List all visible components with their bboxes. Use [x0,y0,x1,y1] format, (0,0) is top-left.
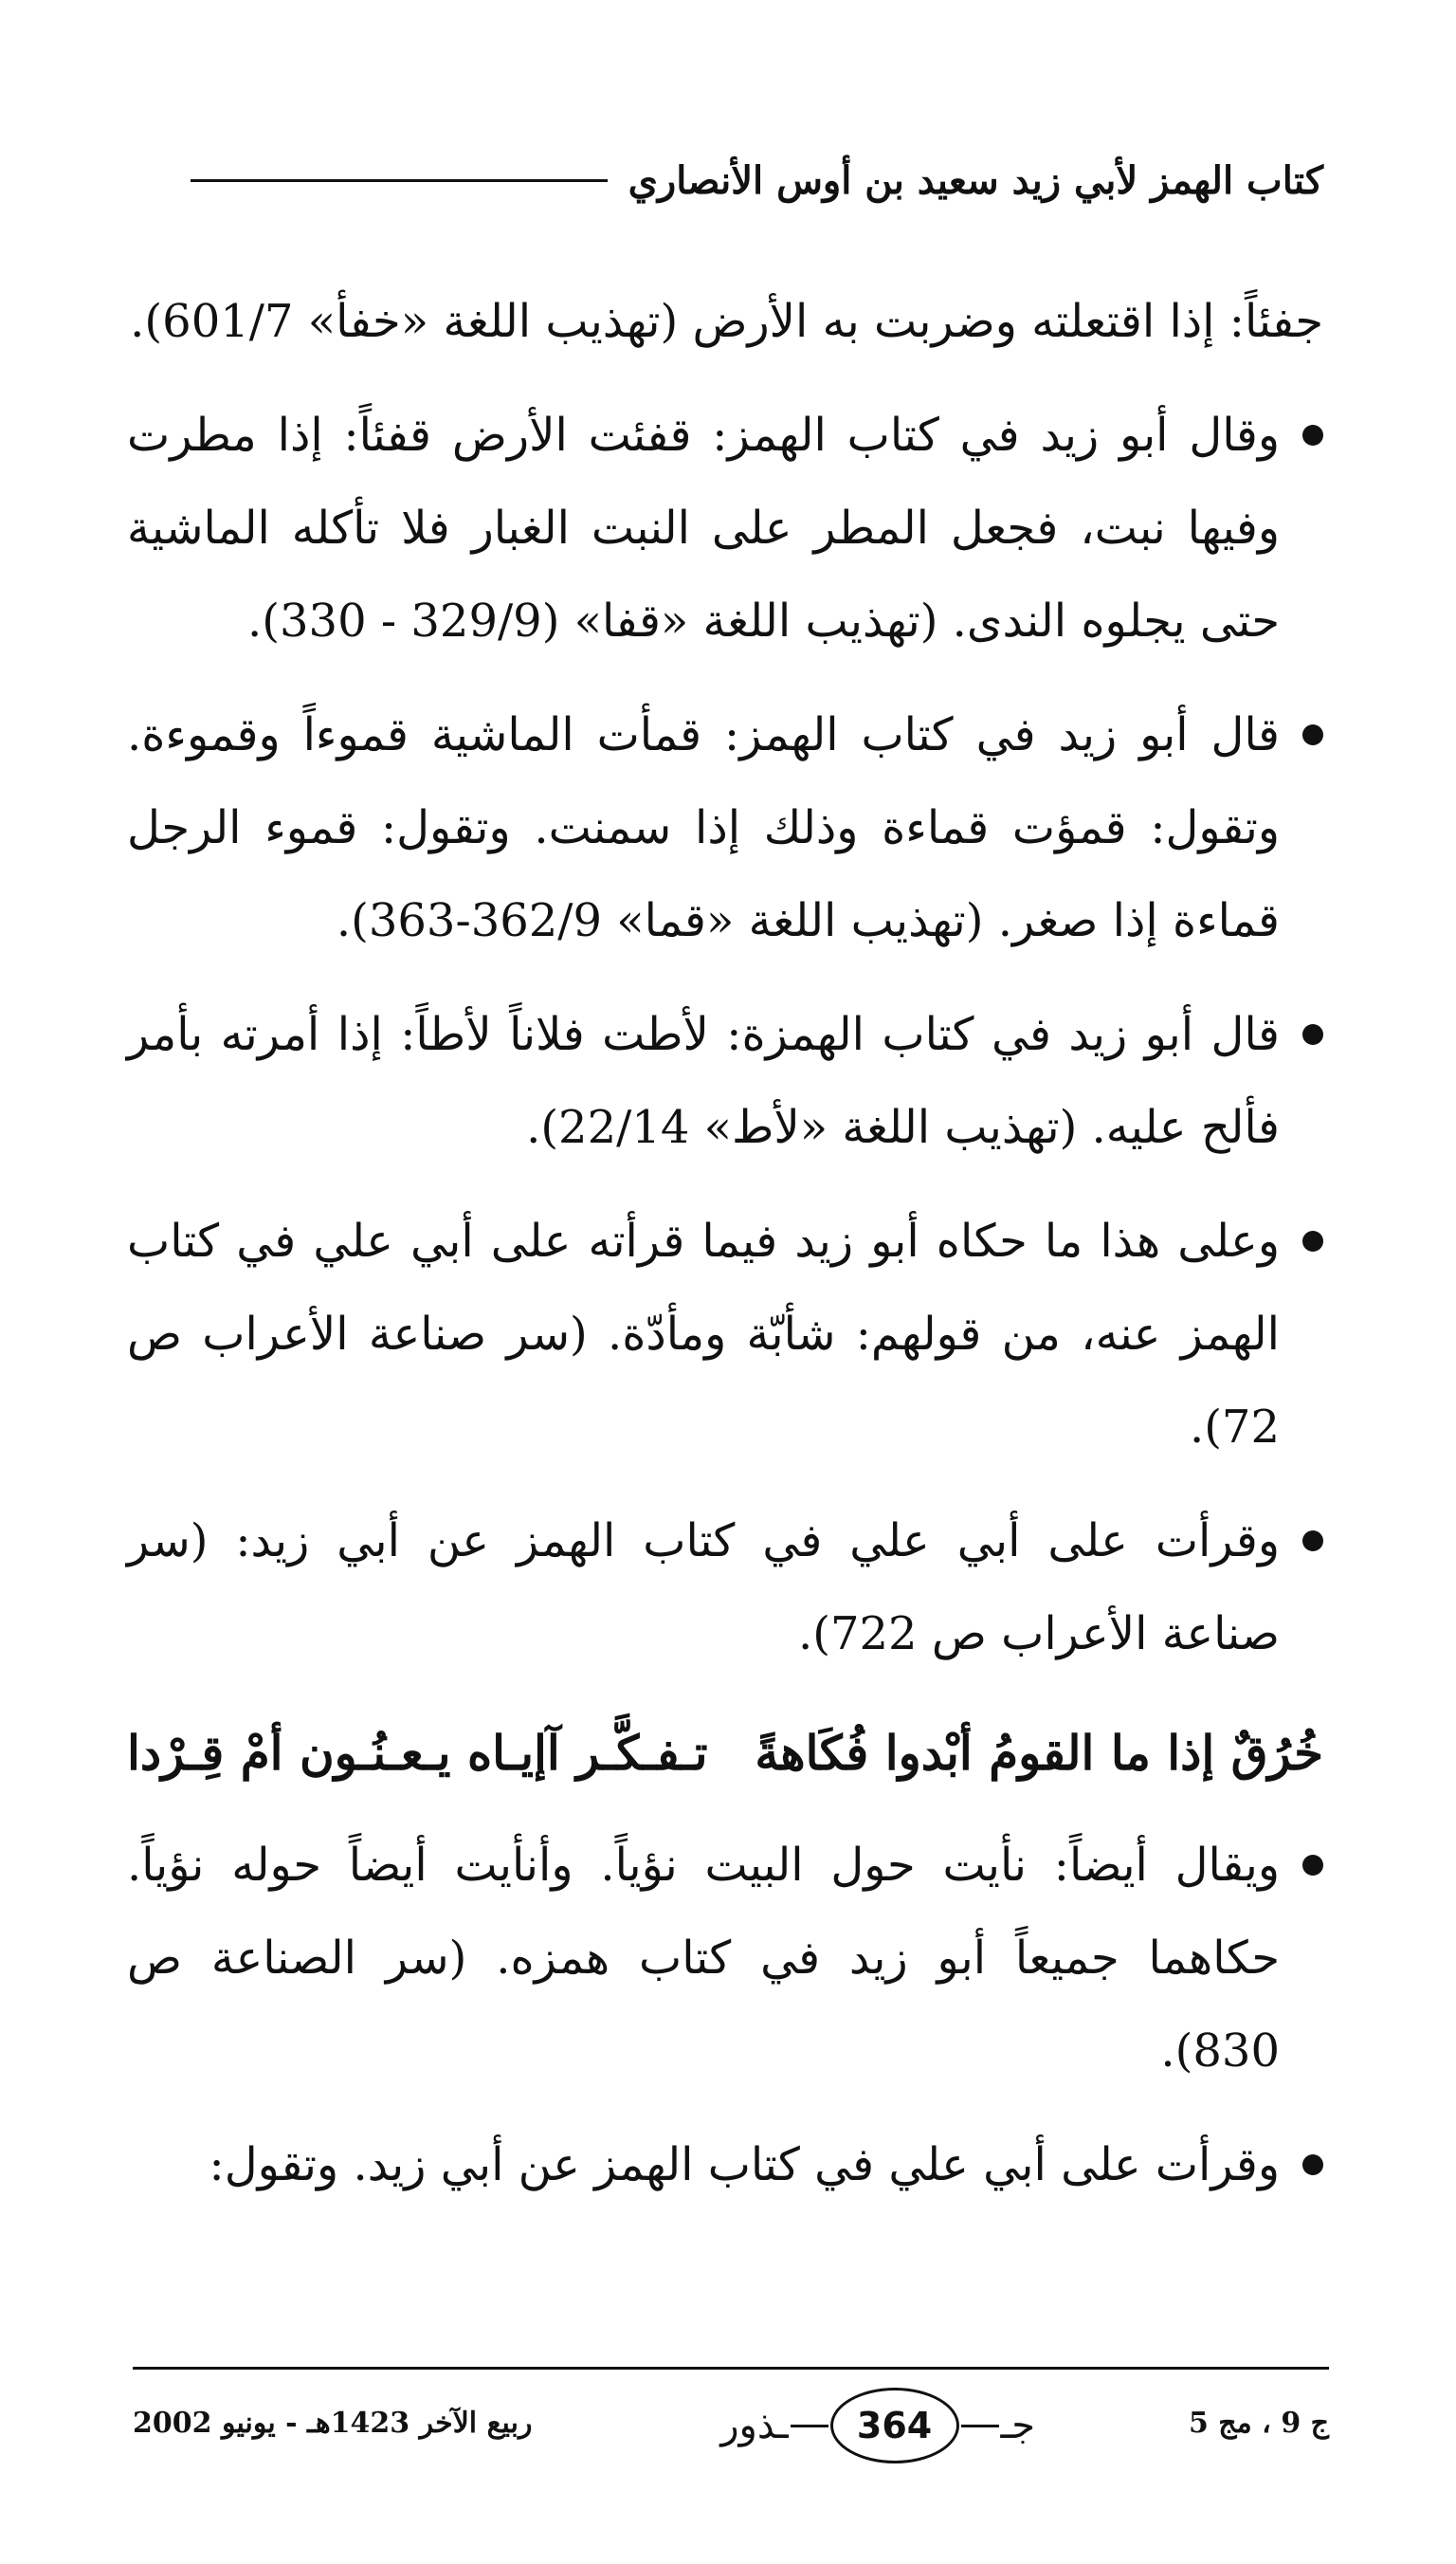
verse-first-hemistich: خُرُقٌ إذا ما القومُ أبْدوا فُكَاهةً [755,1725,1323,1781]
bullet-icon [1302,1024,1323,1045]
running-title: كتاب الهمز لأبي زيد سعيد بن أوس الأنصاري [628,157,1323,203]
bullet-text: وعلى هذا ما حكاه أبو زيد فيما قرأته على أبي علي في كتاب الهمز عنه، من قولهم: شأبّة ومأدّة. (سر صناعة الأعراب ص 72). [127,1215,1280,1454]
bullet-text: قال أبو زيد في كتاب الهمز: قمأت الماشية قموءاً وقموءة. وتقول: قمؤت قماءة وذلك إذا سمنت. وتقول: قموء الرجل قماءة إذا صغر. (تهذيب اللغة «قما» 362/9-363). [127,708,1280,947]
volume-issue: ج 9 ، مج 5 [1188,2407,1329,2440]
bullet-text: وقرأت على أبي علي في كتاب الهمز عن أبي زيد. وتقول: [209,2138,1280,2191]
bullet-item [127,1819,1323,2097]
running-header [191,142,1323,218]
verse-second-hemistich: تـفـكَّـر آإيـاه يـعـنُـون أمْ قِـرْدا [127,1725,708,1781]
journal-stroke [791,2425,828,2427]
bullet-text: قال أبو زيد في كتاب الهمزة: لأطت فلاناً لأطاً: إذا أمرته بأمر فألح عليه. (تهذيب اللغة «لأط» 22/14). [127,1008,1280,1154]
bullet-icon [1302,1855,1323,1876]
bullet-icon [1302,425,1323,446]
bullet-text: وقال أبو زيد في كتاب الهمز: قفئت الأرض قفئاً: إذا مطرت وفيها نبت، فجعل المطر على النبت الغبار فلا تأكله الماشية حتى يجلوه الندى. (تهذيب اللغة «قفا» (329/9 - 330). [127,409,1280,648]
journal-stroke [961,2425,999,2427]
bullet-icon [1302,1530,1323,1551]
bullet-item [127,1195,1323,1474]
journal-mark [720,2388,1035,2463]
bullet-item [127,688,1323,967]
bullet-item [127,2118,1323,2211]
bullet-item [127,389,1323,668]
poetry-verse [127,1701,1323,1805]
intro-paragraph: جفئاً: إذا اقتعلته وضربت به الأرض (تهذيب اللغة «خفأ» 601/7). [130,295,1323,348]
bullet-text: ويقال أيضاً: نأيت حول البيت نؤياً. وأنأيت أيضاً حوله نؤياً. حكاهما جميعاً أبو زيد في كتاب همزه. (سر الصناعة ص 830). [127,1839,1281,2078]
bullet-icon [1302,724,1323,745]
bullet-text: وقرأت على أبي علي في كتاب الهمز عن أبي زيد: (سر صناعة الأعراب ص 722). [127,1514,1280,1660]
issue-date: ربيع الآخر 1423هـ - يونيو 2002 [133,2407,533,2440]
footer-rule [133,2367,1329,2370]
journal-name-end: ـذور [720,2404,789,2447]
journal-name-start: جـ [1000,2404,1035,2447]
bullet-item [127,988,1323,1174]
page-number: 364 [830,2388,959,2463]
main-text [127,275,1323,2232]
bullet-icon [1302,2154,1323,2175]
bullet-icon [1302,1231,1323,1252]
page-footer [133,2382,1329,2467]
bullet-item [127,1494,1323,1680]
header-rule [191,179,608,182]
